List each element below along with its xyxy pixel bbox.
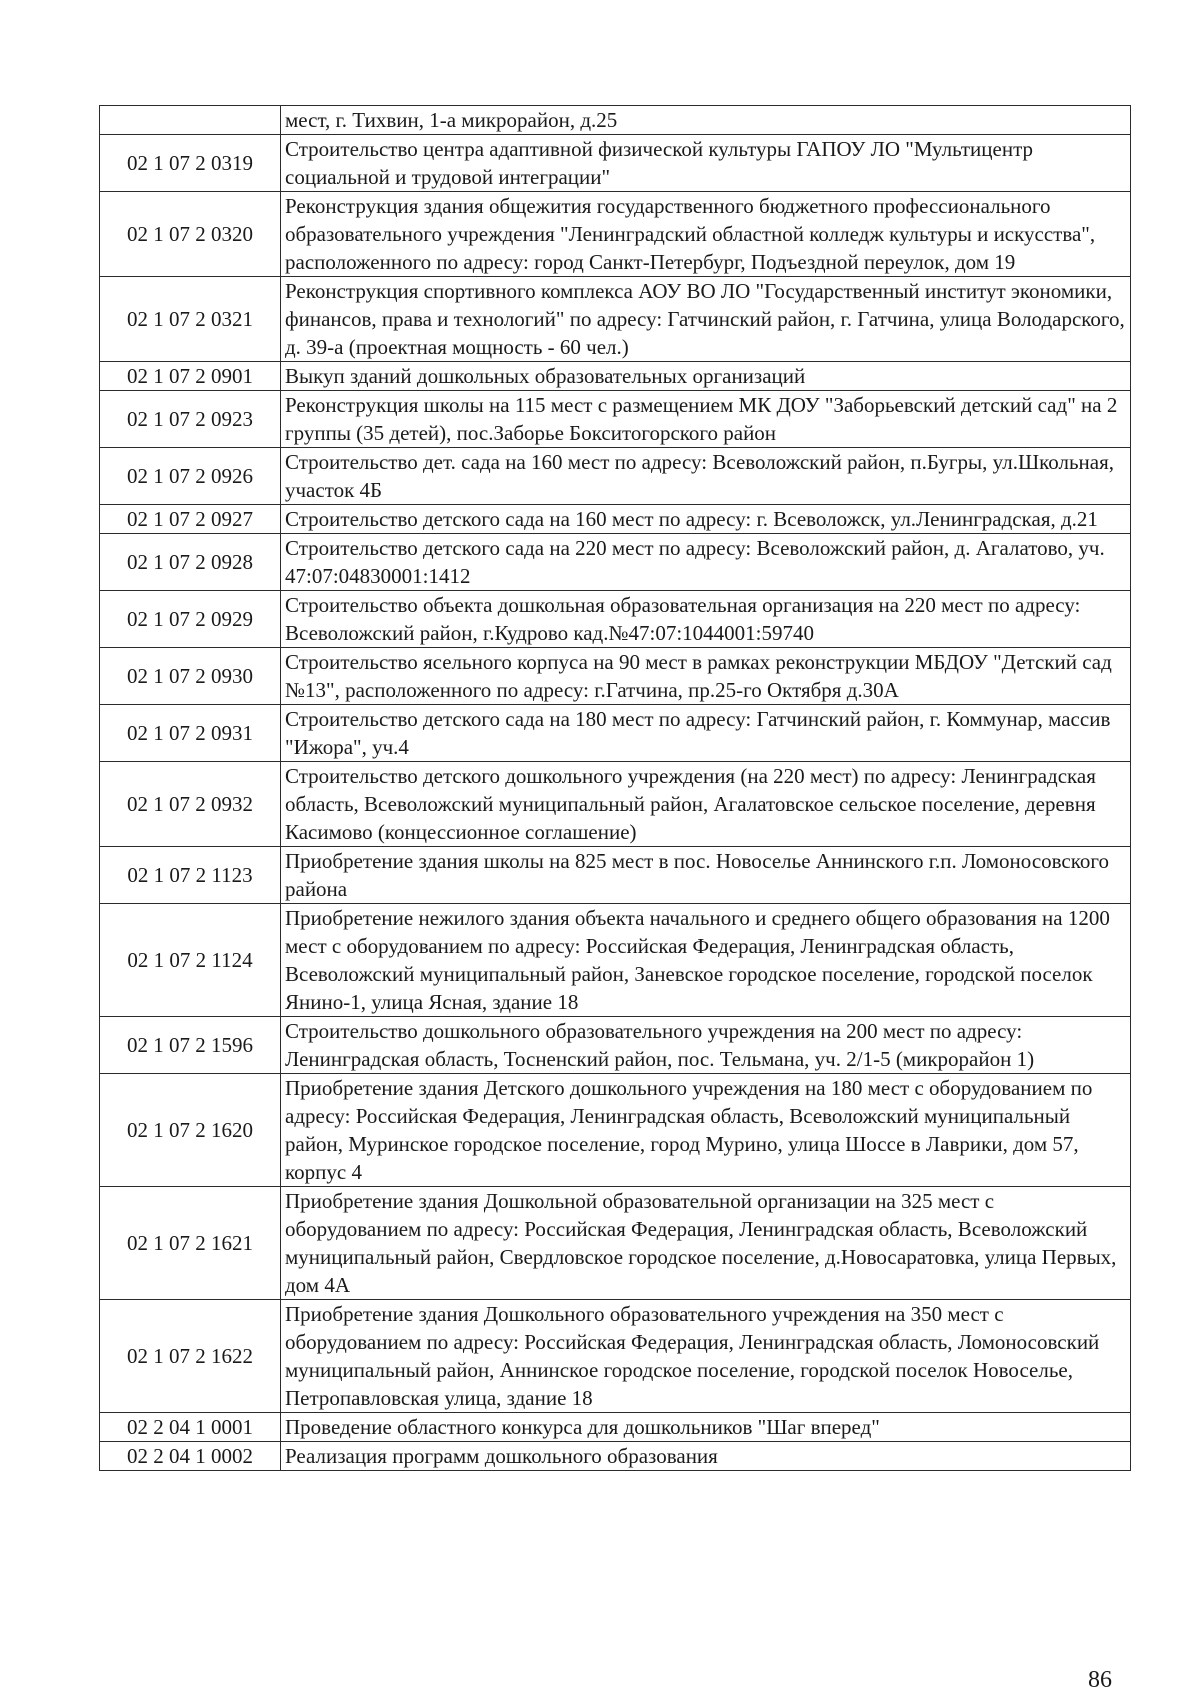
code-cell: 02 1 07 2 1596 — [100, 1017, 281, 1074]
table-row — [100, 648, 1131, 705]
name-cell: Реконструкция школы на 115 мест с размещением МК ДОУ "Заборьевский детский сад" на 2 группы (35 детей), пос.Заборье Бокситогорского район — [281, 391, 1131, 448]
code-cell: 02 1 07 2 1621 — [100, 1187, 281, 1300]
table-row — [100, 904, 1131, 1017]
name-cell: мест, г. Тихвин, 1-а микрорайон, д.25 — [281, 106, 1131, 135]
code-cell: 02 1 07 2 1620 — [100, 1074, 281, 1187]
code-cell: 02 1 07 2 0928 — [100, 534, 281, 591]
table-row — [100, 362, 1131, 391]
table-row — [100, 1017, 1131, 1074]
table-row — [100, 448, 1131, 505]
code-cell: 02 1 07 2 0931 — [100, 705, 281, 762]
name-cell: Приобретение здания школы на 825 мест в пос. Новоселье Аннинского г.п. Ломоносовского района — [281, 847, 1131, 904]
code-cell: 02 1 07 2 1124 — [100, 904, 281, 1017]
code-cell: 02 1 07 2 0930 — [100, 648, 281, 705]
name-cell: Реконструкция спортивного комплекса АОУ ВО ЛО "Государственный институт экономики, финансов, права и технологий" по адресу: Гатчинский район, г. Гатчина, улица Володарского, д. 39-а (проектная мощность - 60 чел.) — [281, 277, 1131, 362]
table-row — [100, 135, 1131, 192]
name-cell: Строительство центра адаптивной физической культуры ГАПОУ ЛО "Мультицентр социальной и трудовой интеграции" — [281, 135, 1131, 192]
table-row — [100, 192, 1131, 277]
name-cell: Приобретение здания Детского дошкольного учреждения на 180 мест с оборудованием по адресу: Российская Федерация, Ленинградская область, Всеволожский муниципальный район, Муринское городское поселение, город Мурино, улица Шоссе в Лаврики, дом 57, корпус 4 — [281, 1074, 1131, 1187]
name-cell: Строительство детского сада на 160 мест по адресу: г. Всеволожск, ул.Ленинградская, д.21 — [281, 505, 1131, 534]
table-row — [100, 391, 1131, 448]
code-cell: 02 1 07 2 0320 — [100, 192, 281, 277]
code-cell: 02 1 07 2 1123 — [100, 847, 281, 904]
code-cell: 02 1 07 2 0932 — [100, 762, 281, 847]
code-cell: 02 1 07 2 0929 — [100, 591, 281, 648]
table-row — [100, 847, 1131, 904]
code-cell: 02 1 07 2 0319 — [100, 135, 281, 192]
page-number: 86 — [1088, 1667, 1112, 1693]
table-row — [100, 106, 1131, 135]
code-cell: 02 2 04 1 0002 — [100, 1442, 281, 1471]
code-cell: 02 1 07 2 0321 — [100, 277, 281, 362]
name-cell: Реконструкция здания общежития государственного бюджетного профессионального образовательного учреждения "Ленинградский областной колледж культуры и искусства", расположенного по адресу: город Санкт-Петербург, Подъездной переулок, дом 19 — [281, 192, 1131, 277]
name-cell: Строительство объекта дошкольная образовательная организация на 220 мест по адресу: Всеволожский район, г.Кудрово кад.№47:07:1044001:59740 — [281, 591, 1131, 648]
name-cell: Строительство дошкольного образовательного учреждения на 200 мест по адресу: Ленинградская область, Тосненский район, пос. Тельмана, уч. 2/1-5 (микрорайон 1) — [281, 1017, 1131, 1074]
table-row — [100, 1300, 1131, 1413]
name-cell: Строительство ясельного корпуса на 90 мест в рамках реконструкции МБДОУ "Детский сад №13", расположенного по адресу: г.Гатчина, пр.25-го Октября д.30А — [281, 648, 1131, 705]
table-row — [100, 534, 1131, 591]
name-cell: Строительство детского сада на 180 мест по адресу: Гатчинский район, г. Коммунар, массив "Ижора", уч.4 — [281, 705, 1131, 762]
budget-code-table — [99, 105, 1131, 1471]
table-row — [100, 277, 1131, 362]
code-cell: 02 2 04 1 0001 — [100, 1413, 281, 1442]
name-cell: Проведение областного конкурса для дошкольников "Шаг вперед" — [281, 1413, 1131, 1442]
code-cell: 02 1 07 2 1622 — [100, 1300, 281, 1413]
code-cell: 02 1 07 2 0927 — [100, 505, 281, 534]
name-cell: Реализация программ дошкольного образования — [281, 1442, 1131, 1471]
table-row — [100, 505, 1131, 534]
code-cell — [100, 106, 281, 135]
table-row — [100, 705, 1131, 762]
code-cell: 02 1 07 2 0923 — [100, 391, 281, 448]
table-row — [100, 762, 1131, 847]
name-cell: Выкуп зданий дошкольных образовательных организаций — [281, 362, 1131, 391]
name-cell: Приобретение нежилого здания объекта начального и среднего общего образования на 1200 мест с оборудованием по адресу: Российская Федерация, Ленинградская область, Всеволожский муниципальный район, Заневское городское поселение, городской поселок Янино-1, улица Ясная, здание 18 — [281, 904, 1131, 1017]
name-cell: Строительство детского сада на 220 мест по адресу: Всеволожский район, д. Агалатово, уч. 47:07:04830001:1412 — [281, 534, 1131, 591]
code-cell: 02 1 07 2 0901 — [100, 362, 281, 391]
name-cell: Строительство дет. сада на 160 мест по адресу: Всеволожский район, п.Бугры, ул.Школьная, участок 4Б — [281, 448, 1131, 505]
table-row — [100, 1074, 1131, 1187]
name-cell: Приобретение здания Дошкольной образовательной организации на 325 мест с оборудованием по адресу: Российская Федерация, Ленинградская область, Всеволожский муниципальный район, Свердловское городское поселение, д.Новосаратовка, улица Первых, дом 4А — [281, 1187, 1131, 1300]
name-cell: Приобретение здания Дошкольного образовательного учреждения на 350 мест с оборудованием по адресу: Российская Федерация, Ленинградская область, Ломоносовский муниципальный район, Аннинское городское поселение, городской поселок Новоселье, Петропавловская улица, здание 18 — [281, 1300, 1131, 1413]
code-cell: 02 1 07 2 0926 — [100, 448, 281, 505]
table-row — [100, 1413, 1131, 1442]
table-row — [100, 1442, 1131, 1471]
name-cell: Строительство детского дошкольного учреждения (на 220 мест) по адресу: Ленинградская область, Всеволожский муниципальный район, Агалатовское сельское поселение, деревня Касимово (концессионное соглашение) — [281, 762, 1131, 847]
table-row — [100, 1187, 1131, 1300]
table-row — [100, 591, 1131, 648]
